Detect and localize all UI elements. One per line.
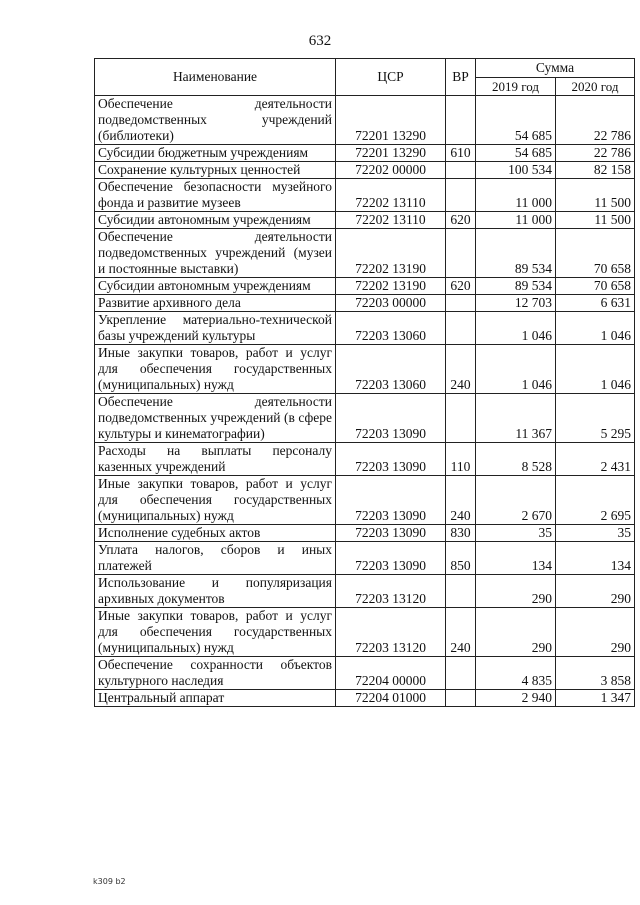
row-sum-2020: 290 bbox=[556, 575, 635, 608]
table-row bbox=[95, 145, 635, 162]
row-sum-2019: 1 046 bbox=[476, 312, 556, 345]
row-name: Обеспечение деятельности подведомственных учреждений (библиотеки) bbox=[95, 96, 336, 145]
row-vr bbox=[446, 162, 476, 179]
row-sum-2020: 290 bbox=[556, 608, 635, 657]
row-sum-2019: 89 534 bbox=[476, 278, 556, 295]
row-csr: 72202 13110 bbox=[336, 179, 446, 212]
row-csr: 72203 13120 bbox=[336, 608, 446, 657]
row-csr: 72202 13190 bbox=[336, 278, 446, 295]
row-vr bbox=[446, 179, 476, 212]
table-row bbox=[95, 345, 635, 394]
row-sum-2020: 11 500 bbox=[556, 179, 635, 212]
row-vr bbox=[446, 575, 476, 608]
row-name: Иные закупки товаров, работ и услуг для обеспечения государственных (муниципальных) нужд bbox=[95, 345, 336, 394]
row-sum-2019: 1 046 bbox=[476, 345, 556, 394]
table-row bbox=[95, 162, 635, 179]
row-vr: 240 bbox=[446, 476, 476, 525]
table-row bbox=[95, 229, 635, 278]
row-sum-2019: 11 000 bbox=[476, 212, 556, 229]
row-vr bbox=[446, 657, 476, 690]
row-sum-2020: 5 295 bbox=[556, 394, 635, 443]
table-row bbox=[95, 525, 635, 542]
row-csr: 72203 13090 bbox=[336, 542, 446, 575]
row-vr: 850 bbox=[446, 542, 476, 575]
header-csr: ЦСР bbox=[336, 59, 446, 96]
row-sum-2020: 1 046 bbox=[556, 312, 635, 345]
row-sum-2019: 89 534 bbox=[476, 229, 556, 278]
row-vr: 830 bbox=[446, 525, 476, 542]
row-vr bbox=[446, 295, 476, 312]
row-sum-2019: 2 670 bbox=[476, 476, 556, 525]
row-sum-2020: 82 158 bbox=[556, 162, 635, 179]
row-sum-2020: 1 347 bbox=[556, 690, 635, 707]
row-sum-2019: 8 528 bbox=[476, 443, 556, 476]
row-sum-2019: 35 bbox=[476, 525, 556, 542]
row-csr: 72203 13120 bbox=[336, 575, 446, 608]
row-csr: 72203 13090 bbox=[336, 443, 446, 476]
row-sum-2020: 70 658 bbox=[556, 229, 635, 278]
row-csr: 72204 00000 bbox=[336, 657, 446, 690]
row-sum-2019: 2 940 bbox=[476, 690, 556, 707]
row-name: Субсидии автономным учреждениям bbox=[95, 212, 336, 229]
table-row bbox=[95, 542, 635, 575]
row-csr: 72201 13290 bbox=[336, 96, 446, 145]
table-row bbox=[95, 575, 635, 608]
row-sum-2020: 2 695 bbox=[556, 476, 635, 525]
row-name: Уплата налогов, сборов и иных платежей bbox=[95, 542, 336, 575]
row-name: Иные закупки товаров, работ и услуг для обеспечения государственных (муниципальных) нужд bbox=[95, 476, 336, 525]
footer-code: k309 b2 bbox=[93, 877, 126, 886]
header-name: Наименование bbox=[95, 59, 336, 96]
row-sum-2019: 100 534 bbox=[476, 162, 556, 179]
row-vr: 240 bbox=[446, 608, 476, 657]
header-vr: ВР bbox=[446, 59, 476, 96]
row-vr: 620 bbox=[446, 212, 476, 229]
row-sum-2019: 290 bbox=[476, 575, 556, 608]
budget-table bbox=[94, 58, 635, 707]
table-body bbox=[95, 96, 635, 707]
row-sum-2020: 2 431 bbox=[556, 443, 635, 476]
row-csr: 72201 13290 bbox=[336, 145, 446, 162]
row-csr: 72203 13060 bbox=[336, 345, 446, 394]
row-sum-2020: 35 bbox=[556, 525, 635, 542]
row-sum-2019: 12 703 bbox=[476, 295, 556, 312]
row-name: Развитие архивного дела bbox=[95, 295, 336, 312]
header-2020: 2020 год bbox=[556, 78, 635, 96]
row-sum-2020: 134 bbox=[556, 542, 635, 575]
row-csr: 72202 00000 bbox=[336, 162, 446, 179]
table-row bbox=[95, 443, 635, 476]
row-csr: 72203 13090 bbox=[336, 394, 446, 443]
row-sum-2020: 6 631 bbox=[556, 295, 635, 312]
row-name: Иные закупки товаров, работ и услуг для обеспечения государственных (муниципальных) нужд bbox=[95, 608, 336, 657]
row-name: Обеспечение безопасности музейного фонда и развитие музеев bbox=[95, 179, 336, 212]
row-sum-2019: 134 bbox=[476, 542, 556, 575]
row-sum-2020: 70 658 bbox=[556, 278, 635, 295]
row-csr: 72203 13060 bbox=[336, 312, 446, 345]
row-csr: 72202 13190 bbox=[336, 229, 446, 278]
row-name: Исполнение судебных актов bbox=[95, 525, 336, 542]
row-name: Субсидии автономным учреждениям bbox=[95, 278, 336, 295]
header-2019: 2019 год bbox=[476, 78, 556, 96]
row-sum-2020: 1 046 bbox=[556, 345, 635, 394]
row-name: Использование и популяризация архивных документов bbox=[95, 575, 336, 608]
row-vr: 620 bbox=[446, 278, 476, 295]
table-row bbox=[95, 657, 635, 690]
row-name: Расходы на выплаты персоналу казенных учреждений bbox=[95, 443, 336, 476]
table-row bbox=[95, 212, 635, 229]
row-sum-2020: 22 786 bbox=[556, 145, 635, 162]
table-row bbox=[95, 394, 635, 443]
row-vr: 610 bbox=[446, 145, 476, 162]
row-name: Обеспечение деятельности подведомственных учреждений (музеи и постоянные выставки) bbox=[95, 229, 336, 278]
row-name: Субсидии бюджетным учреждениям bbox=[95, 145, 336, 162]
row-name: Центральный аппарат bbox=[95, 690, 336, 707]
row-vr: 110 bbox=[446, 443, 476, 476]
table-row bbox=[95, 476, 635, 525]
row-vr bbox=[446, 690, 476, 707]
table-header bbox=[95, 59, 635, 96]
row-sum-2020: 3 858 bbox=[556, 657, 635, 690]
row-csr: 72203 13090 bbox=[336, 476, 446, 525]
table-row bbox=[95, 295, 635, 312]
table-row bbox=[95, 278, 635, 295]
row-csr: 72202 13110 bbox=[336, 212, 446, 229]
row-sum-2019: 4 835 bbox=[476, 657, 556, 690]
row-name: Сохранение культурных ценностей bbox=[95, 162, 336, 179]
page-number: 632 bbox=[308, 33, 332, 49]
row-sum-2019: 54 685 bbox=[476, 145, 556, 162]
row-sum-2019: 290 bbox=[476, 608, 556, 657]
row-sum-2020: 11 500 bbox=[556, 212, 635, 229]
row-vr bbox=[446, 229, 476, 278]
row-sum-2020: 22 786 bbox=[556, 96, 635, 145]
header-sum: Сумма bbox=[476, 59, 635, 78]
row-name: Обеспечение деятельности подведомственных учреждений (в сфере культуры и кинематографии) bbox=[95, 394, 336, 443]
row-csr: 72203 00000 bbox=[336, 295, 446, 312]
table-row bbox=[95, 312, 635, 345]
row-name: Укрепление материально-технической базы учреждений культуры bbox=[95, 312, 336, 345]
row-csr: 72203 13090 bbox=[336, 525, 446, 542]
row-vr bbox=[446, 312, 476, 345]
row-sum-2019: 54 685 bbox=[476, 96, 556, 145]
row-vr: 240 bbox=[446, 345, 476, 394]
row-vr bbox=[446, 394, 476, 443]
table-row bbox=[95, 96, 635, 145]
row-sum-2019: 11 000 bbox=[476, 179, 556, 212]
table-row bbox=[95, 690, 635, 707]
row-name: Обеспечение сохранности объектов культурного наследия bbox=[95, 657, 336, 690]
table-row bbox=[95, 179, 635, 212]
row-csr: 72204 01000 bbox=[336, 690, 446, 707]
row-vr bbox=[446, 96, 476, 145]
table-row bbox=[95, 608, 635, 657]
row-sum-2019: 11 367 bbox=[476, 394, 556, 443]
